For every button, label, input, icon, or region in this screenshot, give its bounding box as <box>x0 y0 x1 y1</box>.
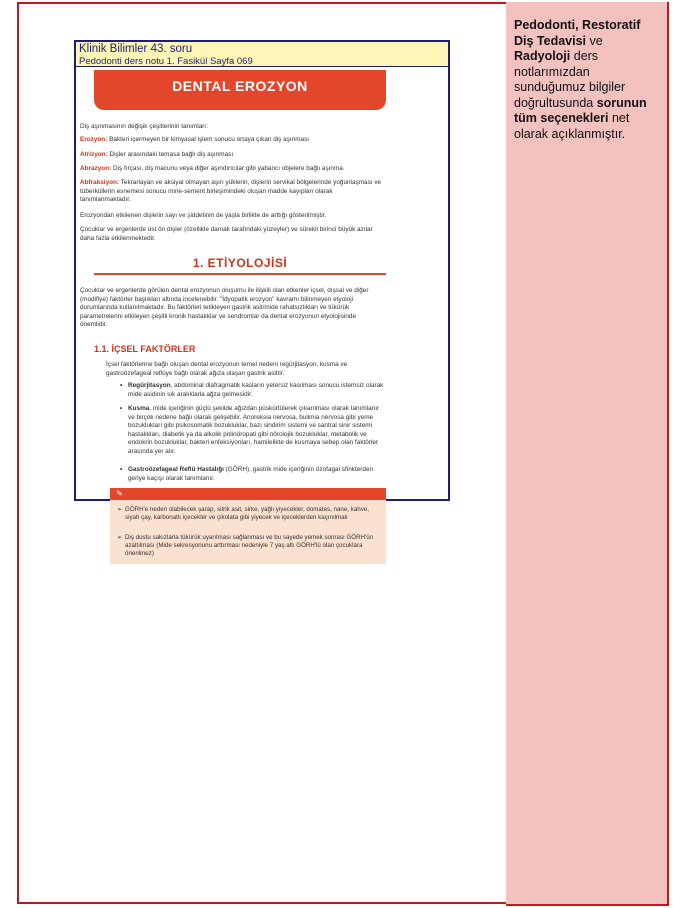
bullet-term: Regürjitasyon <box>128 382 171 389</box>
subsection-title: 1.1. İÇSEL FAKTÖRLER <box>94 344 196 354</box>
definition-term: Abrazyon: <box>80 165 112 172</box>
definition-text: Bakteri içermeyen bir kimyasal işlem sonucu ortaya çıkan diş aşınması <box>109 136 310 143</box>
intro-text: Diş aşınmasının değişik çeşitlerinin tanımları: <box>80 123 208 130</box>
note-text-3: net olarak açıklanmıştır. <box>514 111 630 141</box>
bullet-text: , abdominal diafragmatik kasların yetersiz kasılması sonucu istemsiz olarak mide asidinin sık aralıklarla ağza gelmesidir. <box>128 382 384 398</box>
sidebar-note <box>514 18 662 142</box>
subsection-paragraph: İçsel faktörlerine bağlı oluşan dental erozyonun temel nedeni regürjitasyon, kusma ve gastroözefageal reflüye bağlı olarak ağıza ulaşan gastrik asittir. <box>106 361 348 377</box>
pencil-icon: ✎ <box>116 489 123 498</box>
note-box-header <box>110 488 386 500</box>
bullet-kusma <box>128 405 386 457</box>
note-item: ➢ GÖRH'e neden olabilecek şarap, sitrik asit, sirke, yağlı yiyecekler, domates, nane, kahve, siyah çay, karbonatlı içecekler ve çikolata gibi yiyecek ve içeceklerden kaçınılmalı <box>125 506 383 522</box>
definition-term: Atrizyon: <box>80 151 108 158</box>
bullet-regurjitasyon <box>128 382 386 399</box>
bullet-term: Kusma <box>128 405 150 412</box>
paragraph-age: Erozyondan etkilenen dişlerin sayı ve şiddetinin de yaşla birlikte de arttığı gösterilmiştir. <box>80 212 327 219</box>
section-paragraph: Çocuklar ve ergenlerde görülen dental erozyonun oluşumu ile ilişkili olan etkenler içsel, dışsal ve diğer (modifiye) faktörler başlıkları altında incelenebilir. "İdyopatik erozyon" kavramı bilinmeyen etyoloji durumlarında kullanılmaktadır. Bu faktörleri tetikleyen gastrik asit/mide rahatsızlıkları ve tükürük parametrelerini etkileyen çeşitli kronik hastalıklar ve sendromlar da dental erozyonun etyolojisinde önemlidir. <box>80 287 369 329</box>
definition-text: Dişler arasındaki temasa bağlı diş aşınması <box>109 151 234 158</box>
note-text-2: ders notlarımızdan sunduğumuz bilgiler doğrultusunda <box>514 49 626 110</box>
bullet-term: Gastroözefageal Reflü Hastalığı <box>128 466 224 473</box>
note-item: ➢ Diş dostu sakızlarla tükürük uyarılması sağlanması ve bu sayede yemek sonrası GÖRH'ün azaltılması (Mide sekresyonunu arttırması nedeniyle 7 yaş altı GÖRH'lü olan çocuklara önerilmez) <box>125 534 383 558</box>
note-bold-2: Radyoloji <box>514 49 571 63</box>
bullet-text: , mide içeriğinin güçlü şekilde ağızdan püskürtülerek çıkarılması olarak tanımlanır ve birçok nedene bağlı olarak gelişebilir. Anoreksia nervosa, bulimia nervosa gibi yeme bozuklukları gibi psikosomatik bozukluklar, bazı sindirim sistemi ve santral sinir sistemi hastalıkları, diabetik ya da alkolik polinöropati gibi nörolojik bozukluklar, metabolik ve endokrin bozukluklar, bakteri enfeksiyonları, hamilelikte de kusmaya sebep olan faktörler arasında yer alır. <box>128 405 380 455</box>
definition-erozyon <box>80 136 385 145</box>
source-reference: Pedodonti ders notu 1. Fasikül Sayfa 069 <box>79 56 253 67</box>
definition-text: Diş fırçası, diş macunu veya diğer aşındırıcılar gibi yabancı objelere bağlı aşınma. <box>113 165 345 172</box>
definition-atrizyon <box>80 151 385 160</box>
bullet-text: (GÖRH), gastrik mide içeriğinin özofagal sfinkterden geriye kaçışı olarak tanımlanır. <box>128 466 374 482</box>
note-bold-3: sorunun tüm seçenekleri <box>514 95 647 125</box>
question-number: Klinik Bilimler 43. soru <box>79 43 193 55</box>
definition-term: Erozyon: <box>80 136 108 143</box>
paragraph-teeth: Çocuklar ve ergenlerde üst ön dişler (özellikle damak tarafındaki yüzeyler) ve sürekli birinci büyük azılar daha fazla etkilenmektedir. <box>80 226 373 242</box>
note-bold-1: Pedodonti, Restoratif Diş Tedavisi <box>514 18 641 48</box>
section-title: 1. ETİYOLOJİSİ <box>192 256 288 270</box>
note-text-1: ve <box>586 33 603 48</box>
question-header <box>74 40 450 68</box>
section-divider <box>94 273 386 275</box>
definition-term: Abfraksiyon: <box>80 179 120 186</box>
bullet-gorh <box>128 466 386 483</box>
definition-abrazyon <box>80 165 385 174</box>
definition-text: Tekrarlayan ve aksiyal olmayan aşırı yüklerin, dişlerin servikal bölgelerinde yoğunlaşması ve tüberküllerin esnemesi sonucu mine-sement birleşimindeki oluşan madde kayıpları olarak tanımlanmaktadır. <box>80 179 382 204</box>
document-title: DENTAL EROZYON <box>172 78 308 94</box>
definition-abfraksiyon <box>80 179 385 205</box>
